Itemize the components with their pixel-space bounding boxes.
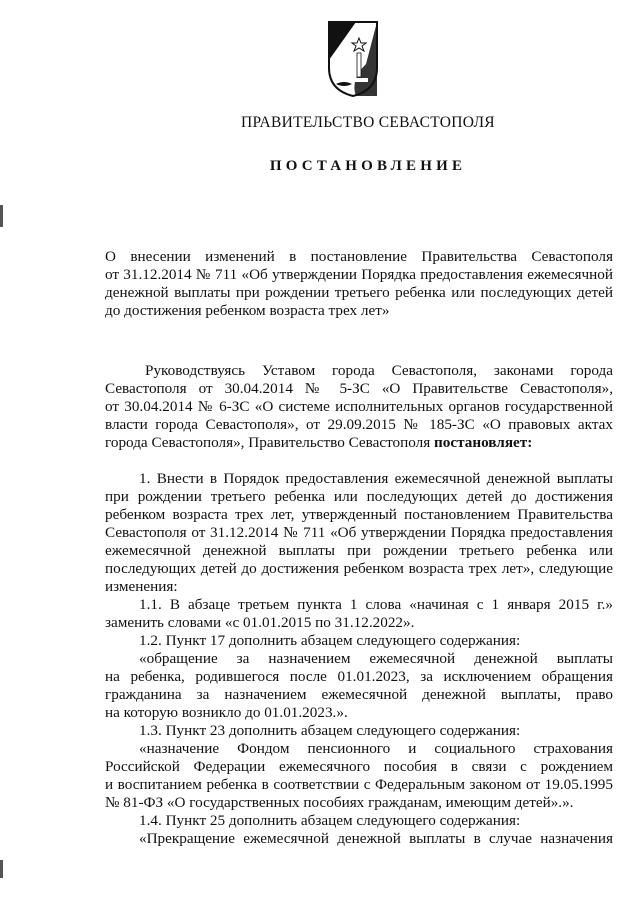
title-line: денежной выплаты при рождении третьего ребенка или последующих детей [105,284,613,301]
preamble-line [105,434,613,452]
body-line: 1.2. Пункт 17 дополнить абзацем следующего содержания: [139,632,521,649]
body-line: ежемесячной денежной выплаты при рождении третьего ребенка или [105,542,613,559]
body-line: Российской Федерации ежемесячного пособия в связи с рождением [105,758,613,775]
document-type: ПОСТАНОВЛЕНИЕ [269,158,467,174]
scan-edge-mark [0,205,3,227]
title-line: от 31.12.2014 № 711 «Об утверждении Порядка предоставления ежемесячной [105,266,613,283]
body-line: № 81-ФЗ «О государственных пособиях гражданам, имеющим детей».». [105,794,574,811]
body-line: на ребенка, родившегося после 01.01.2023, за исключением обращения [105,668,613,685]
body-line: «обращение за назначением ежемесячной денежной выплаты [139,650,613,667]
body-line: при рождении третьего ребенка или последующих детей до достижения [105,488,613,505]
preamble-line: власти города Севастополя», от 29.09.2015 № 185-ЗС «О правовых актах [105,416,613,433]
resolves-keyword: постановляет: [434,434,533,451]
body-line: на которую возникло до 01.01.2023.». [105,704,348,721]
body-line: последующих детей до достижения ребенком возраста трех лет», следующие [105,560,613,577]
body-line: 1. Внести в Порядок предоставления ежемесячной денежной выплаты [139,470,613,487]
scan-edge-mark [0,860,3,878]
body-line: «Прекращение ежемесячной денежной выплаты в случае назначения [139,830,613,847]
body-line: ребенком возраста трех лет, утвержденный постановлением Правительства [105,506,613,523]
body-line: Севастополя от 31.12.2014 № 711 «Об утверждении Порядка предоставления [105,524,613,541]
body-line: заменить словами «с 01.01.2015 по 31.12.2022». [105,614,415,631]
body-line: 1.3. Пункт 23 дополнить абзацем следующего содержания: [139,722,521,739]
body-line: и воспитанием ребенка в соответствии с Федеральным законом от 19.05.1995 [105,776,613,793]
title-line: до достижения ребенком возраста трех лет» [105,302,390,319]
body-line: изменения: [105,578,178,595]
body-line: 1.1. В абзаце третьем пункта 1 слова «начиная с 1 января 2015 г.» [139,596,613,613]
body-line: гражданина за назначением ежемесячной денежной выплаты, право [105,686,613,703]
preamble-line: Руководствуясь Уставом города Севастополя, законами города [145,362,613,379]
sevastopol-coat-of-arms-icon [326,20,380,98]
body-line: 1.4. Пункт 25 дополнить абзацем следующего содержания: [139,812,521,829]
government-name: ПРАВИТЕЛЬСТВО СЕВАСТОПОЛЯ [241,114,495,131]
preamble-line: Севастополя от 30.04.2014 № 5-ЗС «О Правительстве Севастополя», [105,380,613,397]
body-line: «назначение Фондом пенсионного и социального страхования [139,740,613,757]
title-line: О внесении изменений в постановление Правительства Севастополя [105,248,613,265]
preamble-text: города Севастополя», Правительство Севастополя [105,434,435,451]
preamble-line: от 30.04.2014 № 6-ЗС «О системе исполнительных органов государственной [105,398,613,415]
